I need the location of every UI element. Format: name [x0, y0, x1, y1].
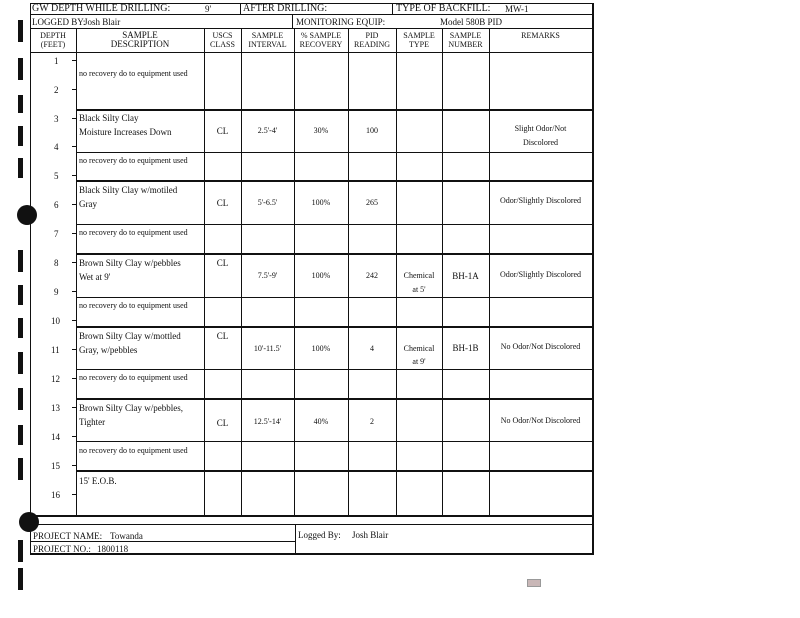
sample-recovery: 100% — [311, 198, 331, 207]
logged-by-label: LOGGED BY: — [32, 17, 86, 27]
col-number-header: SAMPLE NUMBER — [448, 31, 483, 49]
depth-tick — [72, 262, 76, 263]
rule — [292, 14, 293, 28]
sample-interval: 7.5'-9' — [257, 271, 278, 280]
punch-mark — [18, 126, 23, 146]
description-text: no recovery do to equipment used — [79, 373, 188, 382]
remarks: Slight Odor/Not — [514, 124, 567, 133]
pid-reading: 242 — [366, 271, 378, 280]
col-description-header: SAMPLE DESCRIPTION — [110, 30, 170, 49]
rule — [30, 524, 594, 525]
sample-type: at 9' — [412, 357, 426, 366]
depth-tick — [72, 291, 76, 292]
description-text: Wet at 9' — [79, 272, 111, 282]
rule — [76, 441, 592, 442]
punch-mark — [18, 568, 23, 590]
description-text: no recovery do to equipment used — [79, 156, 188, 165]
punch-mark — [18, 158, 23, 178]
rule — [392, 3, 393, 14]
rule — [30, 515, 594, 517]
depth-tick — [72, 378, 76, 379]
backfill-label: TYPE OF BACKFILL: — [396, 3, 491, 14]
description-text: Gray, w/pebbles — [79, 345, 138, 355]
rule — [240, 3, 241, 14]
sample-type: Chemical — [403, 344, 435, 353]
depth-label: 3 — [54, 114, 59, 124]
rule — [76, 369, 592, 370]
rule — [76, 326, 592, 328]
rule — [30, 541, 296, 542]
depth-tick — [72, 89, 76, 90]
backfill-value: MW-1 — [505, 4, 529, 14]
rule — [30, 28, 592, 29]
pid-reading: 265 — [366, 198, 378, 207]
sample-interval: 10'-11.5' — [253, 344, 282, 353]
depth-tick — [72, 233, 76, 234]
logged-by-value: Josh Blair — [84, 17, 121, 27]
after-drilling-label: AFTER DRILLING: — [243, 3, 328, 14]
col-remarks-header: REMARKS — [521, 31, 560, 40]
depth-label: 4 — [54, 142, 59, 152]
depth-label: 13 — [51, 403, 60, 413]
depth-label: 2 — [54, 85, 59, 95]
scan-artifact — [527, 579, 541, 587]
footer-logged-by-label: Logged By: — [298, 530, 341, 540]
description-text: Brown Silty Clay w/mottled — [79, 331, 181, 341]
sample-recovery: 30% — [313, 126, 329, 135]
punch-mark — [18, 318, 23, 338]
pid-reading: 2 — [370, 417, 374, 426]
remarks: Discolored — [522, 138, 559, 147]
depth-tick — [72, 494, 76, 495]
pid-reading: 4 — [370, 344, 374, 353]
description-text: 15' E.O.B. — [79, 476, 117, 486]
punch-mark — [18, 285, 23, 305]
gw-depth-value: 9' — [205, 4, 212, 14]
description-text: Tighter — [79, 417, 106, 427]
depth-label: 1 — [54, 56, 59, 66]
monitoring-label: MONITORING EQUIP: — [296, 17, 386, 27]
depth-label: 8 — [54, 258, 59, 268]
uscs-class: CL — [216, 331, 229, 341]
depth-tick — [72, 436, 76, 437]
sample-interval: 2.5'-4' — [257, 126, 278, 135]
depth-label: 16 — [51, 490, 60, 500]
footer-logged-by-value: Josh Blair — [352, 530, 389, 540]
description-text: no recovery do to equipment used — [79, 446, 188, 455]
col-uscs-header: USCS CLASS — [210, 31, 235, 49]
description-text: no recovery do to equipment used — [79, 301, 188, 310]
rule — [76, 253, 592, 255]
remarks: Odor/Slightly Discolored — [499, 196, 582, 205]
depth-label: 7 — [54, 229, 59, 239]
remarks: No Odor/Not Discolored — [500, 342, 581, 351]
binder-hole — [17, 205, 37, 225]
punch-mark — [18, 352, 23, 374]
col-depth-header: DEPTH (FEET) — [40, 31, 66, 49]
description-text: Gray — [79, 199, 97, 209]
rule — [295, 524, 296, 554]
sample-number: BH-1B — [452, 343, 479, 353]
sample-type: at 5' — [412, 285, 426, 294]
punch-mark — [18, 20, 23, 42]
depth-label: 6 — [54, 200, 59, 210]
rule — [76, 152, 592, 153]
depth-tick — [72, 146, 76, 147]
depth-tick — [72, 465, 76, 466]
monitoring-value: Model 580B PID — [440, 17, 503, 27]
punch-mark — [18, 540, 23, 562]
depth-label: 11 — [51, 345, 60, 355]
depth-tick — [72, 320, 76, 321]
project-no-label: PROJECT NO.: — [33, 544, 91, 554]
description-text: no recovery do to equipment used — [79, 228, 188, 237]
depth-label: 15 — [51, 461, 60, 471]
project-name-label: PROJECT NAME: — [33, 531, 103, 541]
sample-type: Chemical — [403, 271, 435, 280]
rule — [30, 3, 31, 524]
rule — [76, 224, 592, 225]
col-type-header: SAMPLE TYPE — [403, 31, 435, 49]
uscs-class: CL — [216, 198, 229, 208]
sample-interval: 5'-6.5' — [257, 198, 278, 207]
punch-mark — [18, 250, 23, 272]
punch-mark — [18, 425, 23, 445]
uscs-class: CL — [216, 418, 229, 428]
depth-tick — [72, 204, 76, 205]
project-name-value: Towanda — [110, 531, 143, 541]
uscs-class: CL — [216, 126, 229, 136]
punch-mark — [18, 388, 23, 410]
pid-reading: 100 — [366, 126, 378, 135]
rule — [76, 470, 592, 472]
depth-tick — [72, 407, 76, 408]
rule — [30, 52, 592, 53]
depth-label: 12 — [51, 374, 60, 384]
remarks: Odor/Slightly Discolored — [499, 270, 582, 279]
description-text: Brown Silty Clay w/pebbles, — [79, 403, 183, 413]
rule — [76, 28, 77, 516]
rule — [204, 28, 205, 516]
sample-recovery: 100% — [311, 271, 331, 280]
depth-tick — [72, 118, 76, 119]
sample-recovery: 100% — [311, 344, 331, 353]
rule — [592, 3, 594, 553]
remarks: No Odor/Not Discolored — [500, 416, 581, 425]
sample-recovery: 40% — [313, 417, 329, 426]
depth-tick — [72, 175, 76, 176]
rule — [30, 14, 592, 15]
rule — [76, 180, 592, 182]
gw-depth-label: GW DEPTH WHILE DRILLING: — [32, 3, 171, 14]
sample-number: BH-1A — [452, 271, 479, 281]
punch-mark — [18, 95, 23, 113]
col-interval-header: SAMPLE INTERVAL — [248, 31, 287, 49]
col-recovery-header: % SAMPLE RECOVERY — [299, 31, 343, 49]
depth-label: 10 — [51, 316, 60, 326]
depth-label: 14 — [51, 432, 60, 442]
depth-tick — [72, 60, 76, 61]
rule — [76, 109, 592, 111]
depth-tick — [72, 349, 76, 350]
rule — [30, 524, 31, 554]
project-no-value: 1800118 — [97, 544, 129, 554]
rule — [76, 297, 592, 298]
depth-label: 9 — [54, 287, 59, 297]
uscs-class: CL — [216, 258, 229, 268]
description-text: Brown Silty Clay w/pebbles — [79, 258, 181, 268]
depth-label: 5 — [54, 171, 59, 181]
punch-mark — [18, 458, 23, 480]
description-text: no recovery do to equipment used — [79, 69, 188, 78]
description-text: Black Silty Clay — [79, 113, 139, 123]
description-text: Black Silty Clay w/motiled — [79, 185, 178, 195]
rule — [76, 398, 592, 400]
col-pid-header: PID READING — [354, 31, 390, 49]
punch-mark — [18, 58, 23, 80]
description-text: Moisture Increases Down — [79, 127, 172, 137]
sample-interval: 12.5'-14' — [253, 417, 282, 426]
